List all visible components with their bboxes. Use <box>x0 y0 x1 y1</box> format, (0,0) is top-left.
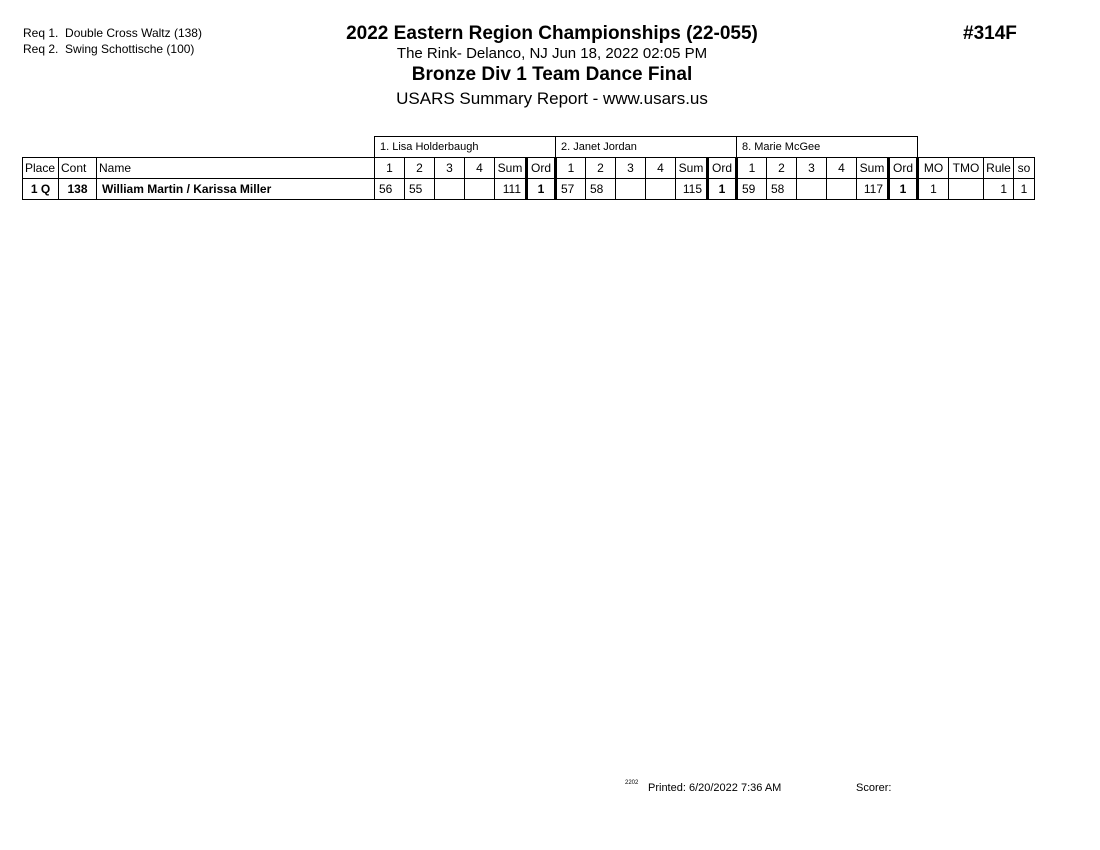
col-j2-score-1: 1 <box>556 158 586 179</box>
rule-cell: 1 <box>984 179 1014 200</box>
col-j1-sum: Sum <box>495 158 527 179</box>
judge-1-label: 1. Lisa Holderbaugh <box>375 137 556 158</box>
mo-cell: 1 <box>918 179 949 200</box>
col-j2-score-2: 2 <box>586 158 616 179</box>
venue-date: The Rink- Delanco, NJ Jun 18, 2022 02:05 PM <box>396 45 708 62</box>
requirement-2-prefix: Req 2. <box>23 42 59 56</box>
col-cont: Cont <box>59 158 97 179</box>
event-title: Bronze Div 1 Team Dance Final <box>411 64 693 85</box>
col-rule: Rule <box>984 158 1014 179</box>
report-title: USARS Summary Report - www.usars.us <box>396 89 708 108</box>
col-j1-score-1: 1 <box>375 158 405 179</box>
requirement-2 <box>23 41 194 57</box>
j1-score-3 <box>435 179 465 200</box>
j1-ordinal: 1 <box>527 179 556 200</box>
judge-2-label: 2. Janet Jordan <box>556 137 737 158</box>
j1-score-2: 55 <box>405 179 435 200</box>
competition-title: 2022 Eastern Region Championships (22-055) <box>346 23 758 44</box>
j3-score-4 <box>827 179 857 200</box>
col-j2-ord: Ord <box>708 158 737 179</box>
tmo-cell <box>949 179 984 200</box>
j3-sum: 117 <box>857 179 889 200</box>
requirement-1 <box>23 25 202 41</box>
col-so: so <box>1014 158 1035 179</box>
j3-ordinal: 1 <box>889 179 918 200</box>
judge-header-row <box>23 137 1035 158</box>
so-cell: 1 <box>1014 179 1035 200</box>
col-tmo: TMO <box>949 158 984 179</box>
scorer-label: Scorer: <box>856 782 892 794</box>
column-header-row <box>23 158 1035 179</box>
j1-score-4 <box>465 179 495 200</box>
results-table <box>22 136 1035 200</box>
j1-sum: 111 <box>495 179 527 200</box>
col-j2-score-3: 3 <box>616 158 646 179</box>
col-j2-sum: Sum <box>676 158 708 179</box>
col-j3-score-1: 1 <box>737 158 767 179</box>
col-name: Name <box>97 158 375 179</box>
place-cell: 1 Q <box>23 179 59 200</box>
j2-score-1: 57 <box>556 179 586 200</box>
requirement-1-prefix: Req 1. <box>23 26 59 40</box>
j3-score-2: 58 <box>767 179 797 200</box>
j2-score-4 <box>646 179 676 200</box>
judge-3-label: 8. Marie McGee <box>737 137 918 158</box>
contestant-number-cell: 138 <box>59 179 97 200</box>
event-number: #314F <box>963 23 1017 44</box>
col-j1-ord: Ord <box>527 158 556 179</box>
j1-score-1: 56 <box>375 179 405 200</box>
col-j2-score-4: 4 <box>646 158 676 179</box>
col-mo: MO <box>918 158 949 179</box>
col-j1-score-3: 3 <box>435 158 465 179</box>
requirement-2-text: Swing Schottische (100) <box>65 42 195 56</box>
col-place: Place <box>23 158 59 179</box>
j2-score-2: 58 <box>586 179 616 200</box>
j3-score-1: 59 <box>737 179 767 200</box>
requirement-1-text: Double Cross Waltz (138) <box>65 26 202 40</box>
footer-mark: 2202 <box>625 780 639 786</box>
skater-names-cell: William Martin / Karissa Miller <box>97 179 375 200</box>
j3-score-3 <box>797 179 827 200</box>
printed-timestamp: Printed: 6/20/2022 7:36 AM <box>648 782 782 794</box>
j2-sum: 115 <box>676 179 708 200</box>
col-j3-score-2: 2 <box>767 158 797 179</box>
col-j3-sum: Sum <box>857 158 889 179</box>
col-j3-score-4: 4 <box>827 158 857 179</box>
j2-ordinal: 1 <box>708 179 737 200</box>
col-j3-score-3: 3 <box>797 158 827 179</box>
col-j3-ord: Ord <box>889 158 918 179</box>
report-header <box>300 22 804 111</box>
col-j1-score-2: 2 <box>405 158 435 179</box>
table-row <box>23 179 1035 200</box>
j2-score-3 <box>616 179 646 200</box>
col-j1-score-4: 4 <box>465 158 495 179</box>
